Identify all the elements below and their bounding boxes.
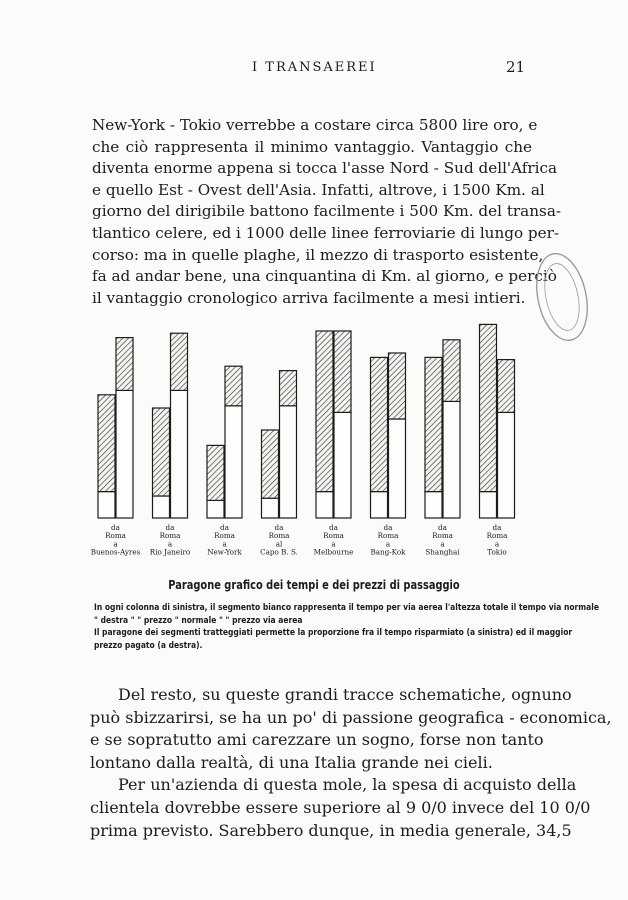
chart-caption-title: Paragone grafico dei tempi e dei prezzi di passaggio xyxy=(168,578,460,592)
category-label: da xyxy=(438,523,447,532)
bar-price-hatched-segment xyxy=(498,360,515,413)
bar-time-white-segment xyxy=(316,492,333,518)
category-label: a xyxy=(385,539,391,549)
text-line: tlantico celere, ed i 1000 delle linee ferroviarie di lungo per- xyxy=(92,223,560,242)
category-label: da xyxy=(329,523,338,532)
category-label: da xyxy=(111,523,120,532)
text-line: prima previsto. Sarebbero dunque, in media generale, 34,5 xyxy=(90,820,572,840)
category-label: Tokio xyxy=(487,547,507,557)
bar-time-hatched-segment xyxy=(262,430,279,498)
bar-price-white-segment xyxy=(225,406,242,518)
bar-time-white-segment xyxy=(153,496,170,518)
paragraph-2 xyxy=(90,684,612,842)
text-line: che ciò rappresenta il minimo vantaggio. Vantaggio che xyxy=(92,137,532,156)
bar-time-hatched-segment xyxy=(316,331,333,492)
category-label: al xyxy=(275,539,283,549)
text-line: e quello Est - Ovest dell'Asia. Infatti, altrove, i 1500 Km. al xyxy=(92,180,545,199)
category-label: a xyxy=(167,539,173,549)
text-line: Del resto, su queste grandi tracce schematiche, ognuno xyxy=(118,685,572,704)
category-label: Rio Janeiro xyxy=(149,547,191,557)
category-label: Roma xyxy=(214,531,235,541)
legend-line: In ogni colonna di sinistra, il segmento bianco rappresenta il tempo per via aerea l'altezza totale il tempo via normale xyxy=(94,603,599,613)
bar-price-white-segment xyxy=(498,412,515,518)
category-label: Roma xyxy=(486,531,508,541)
text-line: giorno del dirigibile battono facilmente i 500 Km. del transa- xyxy=(92,202,562,221)
bar-time-white-segment xyxy=(425,492,442,518)
bar-time-white-segment xyxy=(480,492,497,518)
text-line: il vantaggio cronologico arriva facilmente a mesi intieri. xyxy=(92,288,526,307)
category-label: Capo B. S. xyxy=(260,547,298,557)
bar-price-hatched-segment xyxy=(171,333,188,390)
category-label: da xyxy=(165,523,175,532)
bar-time-hatched-segment xyxy=(371,357,388,491)
text-line: New-York - Tokio verrebbe a costare circa 5800 lire oro, e xyxy=(92,116,538,134)
legend-line: Il paragone dei segmenti tratteggiati permette la proporzione fra il tempo risparmiato (a sinistra) ed il maggior xyxy=(94,628,573,639)
category-label: Buenos-Ayres xyxy=(90,547,141,557)
category-label: a xyxy=(331,539,336,549)
category-label: a xyxy=(113,539,118,549)
category-label: Shanghai xyxy=(425,547,460,557)
bar-time-white-segment xyxy=(262,498,279,518)
bar-price-white-segment xyxy=(171,390,188,518)
category-label: Melbourne xyxy=(313,547,354,557)
text-line: fa ad andar bene, una cinquantina di Km. al giorno, e perciò xyxy=(92,267,557,286)
bar-price-hatched-segment xyxy=(443,340,460,402)
category-label: Roma xyxy=(268,531,290,541)
category-label: da xyxy=(492,523,502,532)
bar-time-white-segment xyxy=(98,492,115,518)
bar-time-hatched-segment xyxy=(207,445,224,500)
category-label: da xyxy=(274,523,284,532)
page-number: 21 xyxy=(506,58,526,76)
bar-price-hatched-segment xyxy=(116,338,133,391)
bar-time-white-segment xyxy=(207,500,224,518)
bar-price-white-segment xyxy=(116,390,133,518)
legend-line: " destra " " prezzo " normale " " prezzo via aerea xyxy=(94,615,303,626)
text-line: Per un'azienda di questa mole, la spesa di acquisto della xyxy=(118,775,577,795)
category-label: Roma xyxy=(159,531,181,541)
legend-line: prezzo pagato (a destra). xyxy=(94,640,203,651)
bar-price-hatched-segment xyxy=(389,353,406,419)
bar-time-hatched-segment xyxy=(480,324,497,491)
category-label: Roma xyxy=(432,531,453,541)
text-line: lontano dalla realtà, di una Italia grande nei cieli. xyxy=(90,752,493,772)
text-line: clientela dovrebbe essere superiore al 9 0/0 invece del 10 0/0 xyxy=(90,797,591,817)
bar-time-white-segment xyxy=(371,492,388,518)
bar-price-white-segment xyxy=(443,401,460,518)
category-label: Roma xyxy=(323,531,344,541)
paragraph-1 xyxy=(92,115,562,309)
bar-time-hatched-segment xyxy=(98,395,115,492)
bar-price-white-segment xyxy=(389,419,406,518)
bar-time-hatched-segment xyxy=(153,408,170,496)
bar-price-white-segment xyxy=(280,406,297,518)
category-label: da xyxy=(220,523,229,532)
text-line: diventa enorme appena si tocca l'asse Nord - Sud dell'Africa xyxy=(92,159,558,178)
category-label: Roma xyxy=(377,531,399,541)
bar-price-hatched-segment xyxy=(280,371,297,406)
category-label: a xyxy=(494,539,500,549)
category-label: Roma xyxy=(105,531,126,541)
bar-price-white-segment xyxy=(334,412,351,518)
category-label: Bang-Kok xyxy=(370,547,406,557)
bar-time-hatched-segment xyxy=(425,357,442,491)
category-label: a xyxy=(222,539,227,549)
text-line: corso: ma in quelle plaghe, il mezzo di trasporto esistente, xyxy=(92,245,544,264)
page-header xyxy=(0,60,628,80)
bar-price-hatched-segment xyxy=(225,366,242,406)
text-line: e se sopratutto ami carezzare un sogno, forse non tanto xyxy=(90,730,544,750)
category-label: a xyxy=(440,539,445,549)
category-label: New-York xyxy=(207,547,242,557)
running-title: I TRANSAEREI xyxy=(252,60,377,75)
category-label: da xyxy=(383,523,393,532)
text-line: può sbizzarirsi, se ha un po' di passione geografica - economica, xyxy=(90,707,612,727)
bar-chart xyxy=(80,290,550,575)
bar-price-hatched-segment xyxy=(334,331,351,412)
chart-legend xyxy=(94,602,599,652)
